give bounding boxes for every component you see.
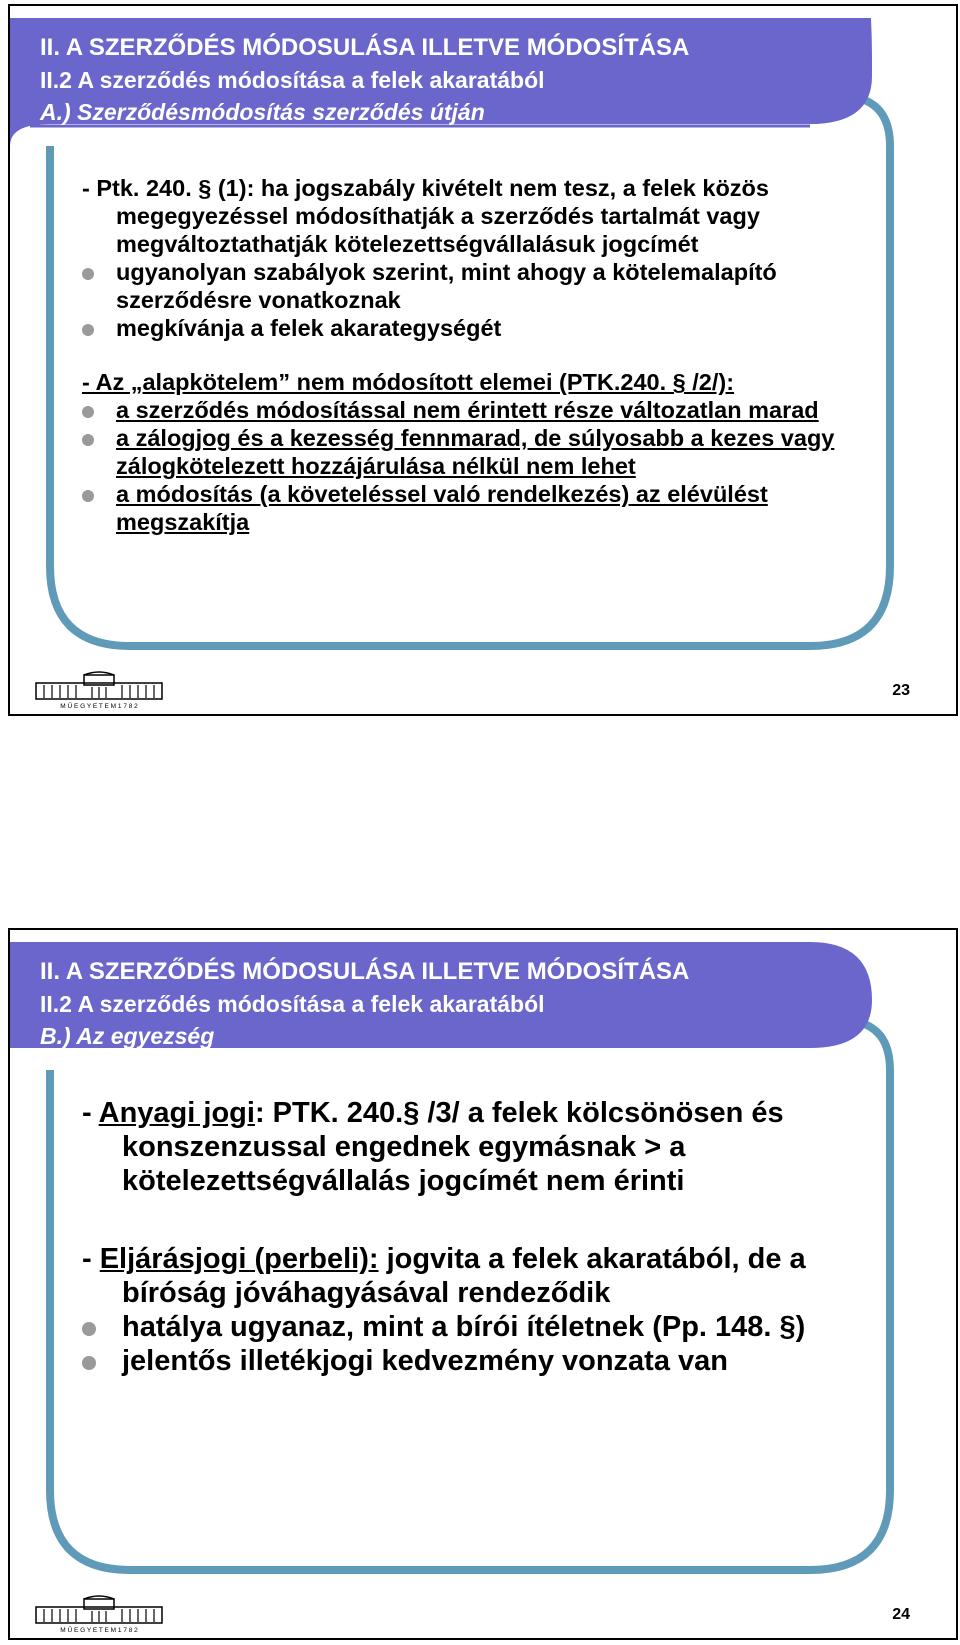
- slide-header: [40, 956, 689, 1052]
- header-line-3: A.) Szerződésmódosítás szerződés útján: [40, 99, 485, 125]
- slide-24: [8, 928, 958, 1640]
- bullet-item: jelentős illetékjogi kedvezmény vonzata van: [82, 1344, 902, 1378]
- header-line-2: II.2 A szerződés módosítása a felek akaratából: [40, 991, 545, 1017]
- header-line-1: II. A SZERZŐDÉS MÓDOSULÁSA ILLETVE MÓDOSÍTÁSA: [40, 958, 690, 985]
- label-anyagi-jogi: Anyagi jogi: [98, 1097, 255, 1129]
- paragraph-ptk-240-1: - Ptk. 240. § (1): ha jogszabály kivételt nem tesz, a felek közös megegyezéssel módosíthatják a szerződés tartalmát vagy megváltoztathatják kötelezettségvállalásuk jogcímét: [82, 175, 769, 257]
- paragraph-alapkotelem: - Az „alapkötelem” nem módosított elemei (PTK.240. § /2/):: [82, 369, 735, 395]
- bullet-item: ugyanolyan szabályok szerint, mint ahogy a kötelemalapító szerződésre vonatkoznak: [82, 258, 882, 314]
- header-line-2: II.2 A szerződés módosítása a felek akaratából: [40, 67, 545, 93]
- bullet-item: hatálya ugyanaz, mint a bírói ítéletnek (Pp. 148. §): [82, 1310, 902, 1344]
- bullet-item: a módosítás (a követeléssel való rendelkezés) az elévülést megszakítja: [82, 480, 882, 536]
- bullet-item: a szerződés módosítással nem érintett része változatlan marad: [82, 396, 882, 424]
- muegyetem-building-logo: [34, 1595, 164, 1633]
- page-number: 23: [892, 682, 910, 699]
- muegyetem-building-logo: [34, 671, 164, 709]
- paragraph-anyagi-jogi: - Anyagi jogi: PTK. 240.§ /3/ a felek kölcsönösen és konszenzussal engednek egymásnak > a kötelezettségvállalás jogcímét nem érinti: [82, 1097, 784, 1197]
- slide-header: [40, 32, 689, 128]
- svg-text:M Ű E G Y E T E M 1 7 8 2: M Ű E G Y E T E M 1 7 8 2: [60, 703, 138, 709]
- bullet-item: a zálogjog és a kezesség fennmarad, de súlyosabb a kezes vagy zálogkötelezett hozzájárulása nélkül nem lehet: [82, 424, 882, 480]
- slide-23: [8, 4, 958, 716]
- paragraph-eljarasjogi: - Eljárásjogi (perbeli): jogvita a felek akaratából, de a bíróság jóváhagyásával rendeződik: [82, 1243, 806, 1309]
- page-number: 24: [892, 1606, 910, 1623]
- slide-body: [82, 1096, 902, 1378]
- slide-body: [82, 174, 882, 536]
- header-line-3: B.) Az egyezség: [40, 1023, 215, 1049]
- label-eljarasjogi: Eljárásjogi (perbeli):: [99, 1243, 379, 1275]
- svg-text:M Ű E G Y E T E M 1 7 8 2: M Ű E G Y E T E M 1 7 8 2: [60, 1627, 138, 1633]
- header-line-1: II. A SZERZŐDÉS MÓDOSULÁSA ILLETVE MÓDOSÍTÁSA: [40, 34, 690, 61]
- bullet-item: megkívánja a felek akarategységét: [82, 314, 882, 342]
